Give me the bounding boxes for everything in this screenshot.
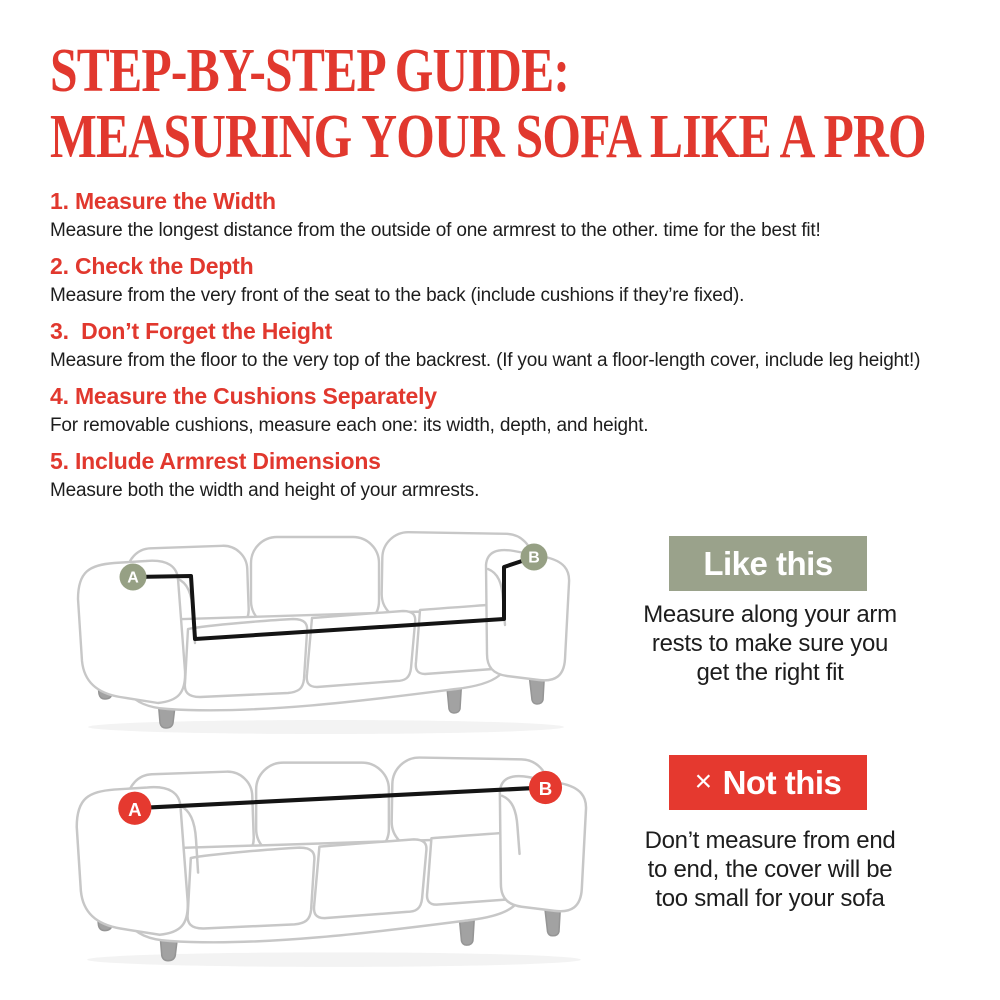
step-3 <box>50 318 970 372</box>
step-3-heading: 3. Don’t Forget the Height <box>50 318 333 344</box>
title-line-1: STEP-BY-STEP GUIDE: <box>50 37 570 105</box>
step-4-body: For removable cushions, measure each one: its width, depth, and height. <box>50 415 649 436</box>
like-this-caption <box>616 600 924 687</box>
steps-list <box>50 188 970 513</box>
marker-b-correct <box>521 544 548 571</box>
not-this-caption <box>616 826 924 913</box>
step-1 <box>50 188 970 242</box>
step-1-heading: 1. Measure the Width <box>50 188 276 214</box>
like-caption-line-3: get the right fit <box>696 659 844 686</box>
x-icon: × <box>694 764 712 798</box>
step-4 <box>50 383 970 437</box>
sofa-diagram-correct <box>58 521 598 737</box>
not-caption-line-1: Don’t measure from end <box>644 827 896 854</box>
step-4-heading: 4. Measure the Cushions Separately <box>50 383 437 409</box>
marker-a-label: A <box>128 798 142 820</box>
step-3-body: Measure from the floor to the very top of the backrest. (If you want a floor-length cover, include leg height!) <box>50 350 921 371</box>
like-caption-line-2: rests to make sure you <box>651 630 889 657</box>
not-this-badge <box>669 755 867 810</box>
step-5 <box>50 448 970 502</box>
step-5-heading: 5. Include Armrest Dimensions <box>50 448 381 474</box>
marker-b-incorrect <box>529 771 562 804</box>
sofa-outline-art <box>78 532 569 734</box>
marker-b-label: B <box>528 549 540 567</box>
not-caption-line-2: to end, the cover will be <box>647 856 893 883</box>
step-2 <box>50 253 970 307</box>
page-title <box>50 38 1000 170</box>
step-5-body: Measure both the width and height of your armrests. <box>50 480 480 501</box>
step-2-body: Measure from the very front of the seat to the back (include cushions if they’re fixed). <box>50 285 745 306</box>
not-this-badge-label: Not this <box>722 763 842 801</box>
step-2-heading: 2. Check the Depth <box>50 253 254 279</box>
marker-a-correct <box>120 564 147 591</box>
like-this-badge <box>669 536 867 591</box>
marker-b-label: B <box>538 778 553 800</box>
not-caption-line-3: too small for your sofa <box>655 885 885 912</box>
marker-a-label: A <box>127 569 139 587</box>
like-caption-line-1: Measure along your arm <box>643 601 897 628</box>
step-1-body: Measure the longest distance from the outside of one armrest to the other. time for the best fit! <box>50 220 821 241</box>
sofa-diagram-incorrect <box>56 744 616 972</box>
title-line-2: MEASURING YOUR SOFA LIKE A PRO <box>50 103 926 171</box>
marker-a-incorrect <box>118 792 151 825</box>
like-this-badge-label: Like this <box>703 544 833 582</box>
